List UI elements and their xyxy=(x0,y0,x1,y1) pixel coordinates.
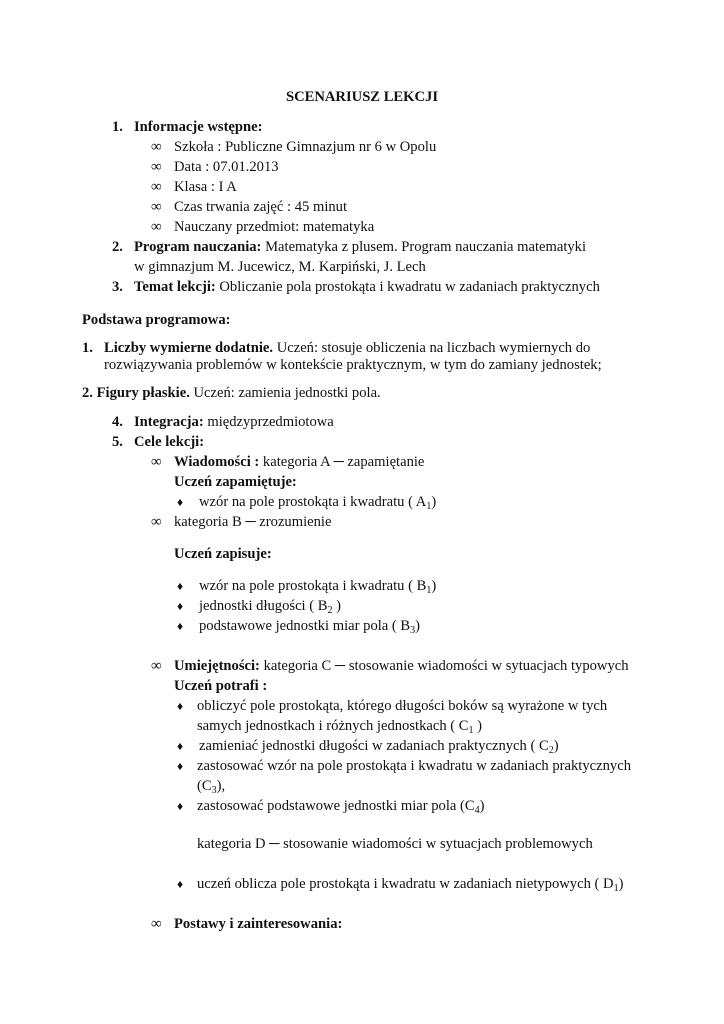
section-3-heading: Temat lekcji: xyxy=(134,279,216,295)
document-title: SCENARIUSZ LEKCJI xyxy=(285,89,439,105)
category-b-subheading: Uczeń zapisuje: xyxy=(174,546,272,562)
infinity-bullet: ∞ xyxy=(151,179,162,195)
diamond-bullet: ♦ xyxy=(177,739,184,753)
postawy-heading: Postawy i zainteresowania: xyxy=(174,916,343,932)
category-c-text: kategoria C ─ stosowanie wiadomości w sytuacjach typowych xyxy=(259,658,629,674)
section-1-heading: Informacje wstępne: xyxy=(134,119,263,135)
section-2-heading: Program nauczania: xyxy=(134,239,262,255)
category-c-subheading: Uczeń potrafi : xyxy=(174,678,268,694)
section-3-line xyxy=(134,278,600,296)
section-5-number: 5. xyxy=(112,434,123,450)
infinity-bullet: ∞ xyxy=(151,199,162,215)
category-b-item: jednostki długości ( $B_2$ ) xyxy=(199,598,342,616)
podstawa-1-heading: Liczby wymierne dodatnie. xyxy=(104,340,274,356)
class-info: Klasa : I A xyxy=(174,179,237,195)
category-b-item: podstawowe jednostki miar pola ( $B_3$) xyxy=(199,618,421,636)
section-1-number: 1. xyxy=(112,119,123,135)
diamond-bullet: ♦ xyxy=(177,495,184,509)
school-info: Szkoła : Publiczne Gimnazjum nr 6 w Opolu xyxy=(174,139,437,155)
infinity-bullet: ∞ xyxy=(151,139,162,155)
category-c-line xyxy=(174,657,629,675)
section-4-heading: Integracja: xyxy=(134,414,204,430)
category-c-item-1-line-1: obliczyć pole prostokąta, którego długości boków są wyrażone w tych xyxy=(197,698,608,714)
section-2-line-1 xyxy=(134,238,586,256)
diamond-bullet: ♦ xyxy=(177,759,184,773)
podstawa-2-heading: 2. Figury płaskie. xyxy=(82,385,190,401)
category-a-subheading: Uczeń zapamiętuje: xyxy=(174,474,297,490)
date-info: Data : 07.01.2013 xyxy=(174,159,279,175)
infinity-bullet: ∞ xyxy=(151,916,162,932)
podstawa-2-text: Uczeń: zamienia jednostki pola. xyxy=(189,385,381,401)
category-c-heading: Umiejętności: xyxy=(174,658,260,674)
infinity-bullet: ∞ xyxy=(151,454,162,470)
infinity-bullet: ∞ xyxy=(151,219,162,235)
category-c-item-3-line-1: zastosować wzór na pole prostokąta i kwadratu w zadaniach praktycznych xyxy=(197,758,631,774)
section-4-text: międzyprzedmiotowa xyxy=(203,414,334,430)
podstawa-1-line-1 xyxy=(104,339,590,357)
category-c-item-2: zamieniać jednostki długości w zadaniach praktycznych ( $C_2$) xyxy=(199,738,559,756)
category-d-text: kategoria D ─ stosowanie wiadomości w sytuacjach problemowych xyxy=(197,836,593,852)
podstawa-1-number: 1. xyxy=(82,340,93,356)
category-a-line xyxy=(174,453,424,471)
section-3-number: 3. xyxy=(112,279,123,295)
diamond-bullet: ♦ xyxy=(177,877,184,891)
section-3-text: Obliczanie pola prostokąta i kwadratu w zadaniach praktycznych xyxy=(215,279,600,295)
category-b-item: wzór na pole prostokąta i kwadratu ( $B_1$) xyxy=(199,578,437,596)
diamond-bullet: ♦ xyxy=(177,619,184,633)
subject-info: Nauczany przedmiot: matematyka xyxy=(174,219,375,235)
section-5-heading: Cele lekcji: xyxy=(134,434,205,450)
duration-info: Czas trwania zajęć : 45 minut xyxy=(174,199,348,215)
category-b-text: kategoria B ─ zrozumienie xyxy=(174,514,332,530)
infinity-bullet: ∞ xyxy=(151,658,162,674)
diamond-bullet: ♦ xyxy=(177,599,184,613)
section-2-number: 2. xyxy=(112,239,123,255)
category-a-heading: Wiadomości : xyxy=(174,454,260,470)
infinity-bullet: ∞ xyxy=(151,514,162,530)
diamond-bullet: ♦ xyxy=(177,699,184,713)
diamond-bullet: ♦ xyxy=(177,579,184,593)
diamond-bullet: ♦ xyxy=(177,799,184,813)
category-c-item-4: zastosować podstawowe jednostki miar pola $(C_4)$ xyxy=(197,798,485,816)
section-4-number: 4. xyxy=(112,414,123,430)
category-a-text: kategoria A ─ zapamiętanie xyxy=(259,454,425,470)
category-c-item-3-line-2: $(C_3)$, xyxy=(197,778,226,796)
section-4-line xyxy=(134,413,334,431)
podstawa-1-text: Uczeń: stosuje obliczenia na liczbach wymiernych do xyxy=(273,340,591,356)
category-a-item: wzór na pole prostokąta i kwadratu ( $A_1$) xyxy=(199,494,437,512)
section-2-line-2: w gimnazjum M. Jucewicz, M. Karpiński, J. Lech xyxy=(134,259,426,275)
section-2-text: Matematyka z plusem. Program nauczania matematyki xyxy=(261,239,587,255)
infinity-bullet: ∞ xyxy=(151,159,162,175)
podstawa-1-line-2: rozwiązywania problemów w kontekście praktycznym, w tym do zamiany jednostek; xyxy=(104,357,602,373)
podstawa-heading: Podstawa programowa: xyxy=(82,312,231,328)
category-c-item-1-line-2: samych jednostkach i różnych jednostkach ( $C_1$ ) xyxy=(197,718,483,736)
podstawa-2-line xyxy=(82,384,381,402)
category-d-item: uczeń oblicza pole prostokąta i kwadratu w zadaniach nietypowych ( $D_1$) xyxy=(197,876,624,894)
